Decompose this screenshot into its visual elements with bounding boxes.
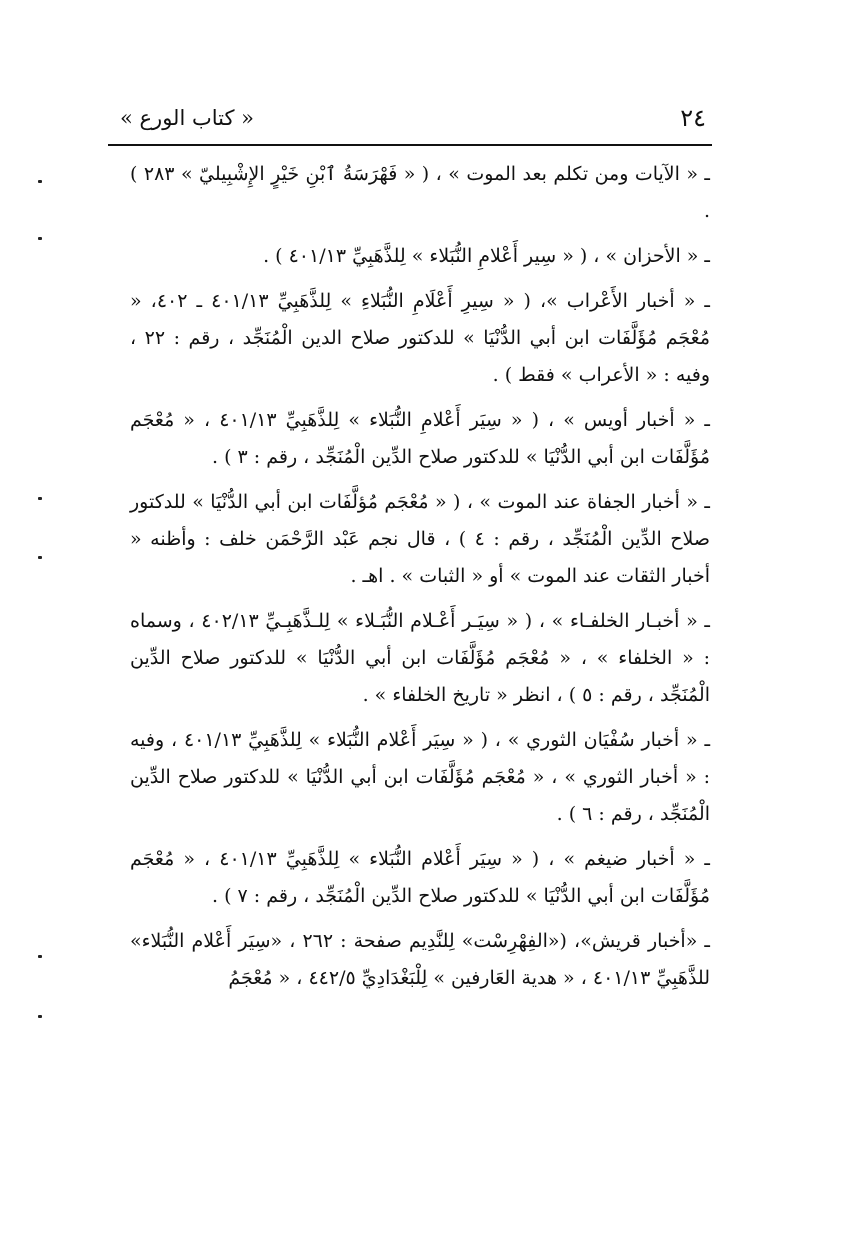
page-header xyxy=(108,96,712,146)
running-title: « كتاب الورع » xyxy=(120,106,254,130)
bibliography-entry: ـ « أخبار ضيغم » ، ( « سِيَر أَعْلام النُّبَلاء » لِلذَّهَبِيِّ ٤٠١/١٣ ، « مُعْجَم مُؤَلَّفَات ابن أبي الدُّنْيَا » للدكتور صلاح الدِّين الْمُنَجِّد ، رقم : ٧ ) . xyxy=(130,848,710,907)
scan-speck xyxy=(38,955,42,958)
header-rule xyxy=(108,144,712,146)
bibliography-entry: ـ «أخبار قريش»، («الفِهْرِسْت» لِلنَّدِيم صفحة : ٢٦٢ ، «سِيَر أَعْلام النُّبَلاء» للذَّهَبِيِّ ٤٠١/١٣ ، « هدية العَارفين » لِلْبَغْدَادِيِّ ٤٤٢/٥ ، « مُعْجَمُ xyxy=(130,930,711,989)
scan-speck xyxy=(38,497,42,500)
page-number: ٢٤ xyxy=(680,104,706,132)
bibliography-entry: ـ « الأحزان » ، ( « سِير أَعْلامِ النُّبَلاء » لِلذَّهَبِيِّ ٤٠١/١٣ ) . xyxy=(263,245,710,267)
scan-speck xyxy=(38,1015,42,1018)
scan-speck xyxy=(38,556,42,559)
bibliography-entry: ـ « أخبار سُفْيَان الثوري » ، ( « سِيَر أَعْلام النُّبَلاء » لِلذَّهَبِيِّ ٤٠١/١٣ ، وفيه : « أخبار الثوري » ، « مُعْجَم مُؤَلَّفَات ابن أبي الدُّنْيَا » للدكتور صلاح الدِّين الْمُنَجِّد ، رقم : ٦ ) . xyxy=(130,729,711,825)
bibliography-entry: ـ « أخبـار الخلفـاء » ، ( « سِيَـر أَعْـلام النُّبَـلاء » لِلـذَّهَبِـيِّ ٤٠٢/١٣ ، وسماه : « الخلفاء » ، « مُعْجَم مُؤَلَّفَات ابن أبي الدُّنْيَا » للدكتور صلاح الدِّين الْمُنَجِّد ، رقم : ٥ ) ، انظر « تاريخ الخلفاء » . xyxy=(130,610,710,706)
scan-speck xyxy=(38,237,42,240)
scan-speck xyxy=(38,180,42,183)
bibliography-entry: ـ « أخبار الأَعْراب »، ( « سِيرِ أَعْلَامِ النُّبَلاءِ » لِلذَّهَبِيِّ ٤٠١/١٣ ـ ٤٠٢، « مُعْجَم مُؤَلَّفَات ابن أبي الدُّنْيَا » للدكتور صلاح الدين الْمُنَجِّد ، رقم : ٢٢ ، وفيه : « الأعراب » فقط ) . xyxy=(130,290,711,386)
bibliography-entry: ـ « الآيات ومن تكلم بعد الموت » ، ( « فَهْرَسَةُ ٱبْنِ خَيْرٍ الإِشْبِيليّ » ٢٨٣ ) . xyxy=(130,163,710,222)
bibliography-entry: ـ « أخبار أويس » ، ( « سِيَر أَعْلامِ النُّبَلاء » لِلذَّهَبِيِّ ٤٠١/١٣ ، « مُعْجَم مُؤَلَّفَات ابن أبي الدُّنْيَا » للدكتور صلاح الدِّين الْمُنَجِّد ، رقم : ٣ ) . xyxy=(130,409,710,468)
bibliography-list xyxy=(130,156,710,1005)
bibliography-entry: ـ « أخبار الجفاة عند الموت » ، ( « مُعْجَم مُؤلَّفَات ابن أبي الدُّنْيَا » للدكتور صلاح الدِّين الْمُنَجِّد ، رقم : ٤ ) ، قال نجم عَبْد الرَّحْمَن خلف : وأظنه « أخبار الثقات عند الموت » أو « الثبات » . اهـ . xyxy=(130,491,710,587)
